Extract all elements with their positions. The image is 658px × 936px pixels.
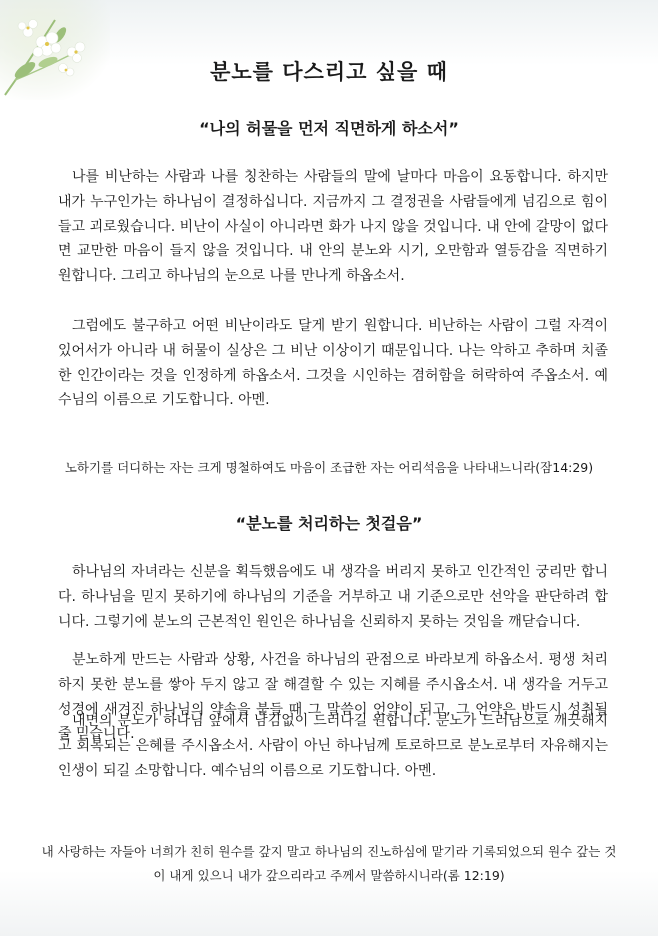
section2-paragraph-1: 하나님의 자녀라는 신분을 획득했음에도 내 생각을 버리지 못하고 인간적인 궁리만 합니다. 하나님을 믿지 못하기에 하나님의 기준을 거부하고 내 기준으로만 선악을 판단하려 합니다. 그렇기에 분노의 근본적인 원인은 하나님을 신뢰하지 못하는 것임을 깨닫습니다. [58,564,608,630]
section1-paragraph-2: 그럼에도 불구하고 어떤 비난이라도 달게 받기 원합니다. 비난하는 사람이 그럴 자격이 있어서가 아니라 내 허물이 실상은 그 비난 이상이기 때문입니다. 나는 악하고 추하며 치졸한 인간이라는 것을 인정하게 하옵소서. 그것을 시인하는 겸허함을 허락하여 주옵소서. 예수님의 이름으로 기도합니다. 아멘. [58,318,608,409]
section2-paragraph-3: 내면의 분노가 하나님 앞에서 남김없이 드러나길 원합니다. 분노가 드러남으로 깨끗해지고 회복되는 은혜를 주시옵소서. 사람이 아닌 하나님께 토로하므로 분노로부터 자유해지는 인생이 되길 소망합니다. 예수님의 이름으로 기도합니다. 아멘. [58,713,608,779]
section2-verse: 내 사랑하는 자들아 너희가 친히 원수를 갚지 말고 하나님의 진노하심에 맡기라 기록되었으되 원수 갚는 것이 내게 있으니 내가 갚으리라고 주께서 말씀하시니라(롬 12:19) [41,844,617,883]
section1-verse: 노하기를 더디하는 자는 크게 명철하여도 마음이 조급한 자는 어리석음을 나타내느니라(잠14:29) [64,460,594,475]
section2-paragraph-2: 분노하게 만드는 사람과 상황, 사건을 하나님의 관점으로 바라보게 하옵소서. 평생 처리하지 못한 분노를 쌓아 두지 않고 잘 해결할 수 있는 지혜를 주시옵소서. 내 생각을 거두고 성경에 새겨진 하나님의 약속을 붙들 때 그 말씀이 언약이 되고, 그 언약은 반드시 성취될 줄 믿습니다. [58,652,608,743]
section1-paragraph-1: 나를 비난하는 사람과 나를 칭찬하는 사람들의 말에 날마다 마음이 요동합니다. 하지만 내가 누구인가는 하나님이 결정하십니다. 지금까지 그 결정권을 사람들에게 넘김으로 힘이 들고 괴로웠습니다. 비난이 사실이 아니라면 화가 나지 않을 것입니다. 내 안에 갈망이 없다면 교만한 마음이 들지 않을 것입니다. 내 안의 분노와 시기, 오만함과 열등감을 직면하기 원합니다. 그리고 하나님의 눈으로 나를 만나게 하옵소서. [58,169,609,285]
section1-heading: “나의 허물을 먼저 직면하게 하소서” [199,119,459,138]
section2-heading: “분노를 처리하는 첫걸음” [235,514,423,533]
page-title: 분노를 다스리고 싶을 때 [210,60,448,84]
